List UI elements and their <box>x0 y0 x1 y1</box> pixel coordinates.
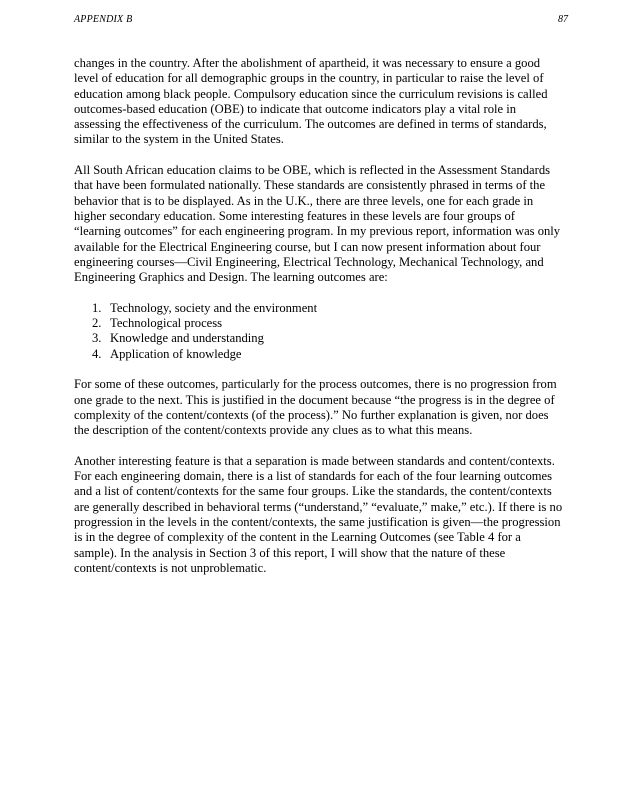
list-item-text: Application of knowledge <box>110 346 242 361</box>
list-item-number: 4. <box>92 346 102 361</box>
paragraph: Another interesting feature is that a separation is made between standards and content/contexts. For each engineering domain, there is a list of standards for each of the four learning outcomes and a list of content/contexts for the same four groups. Like the standards, the content/contexts are generally described in behavioral terms (“understand,” “evaluate,” make,” etc.). If there is no progression in the levels in the content/contexts, the same justification is given—the progression is in the degree of complexity of the content in the Learning Outcomes (see Table 4 for a sample). In the analysis in Section 3 of this report, I will show that the nature of these content/contexts is not unproblematic. <box>74 453 563 575</box>
paragraph: changes in the country. After the abolishment of apartheid, it was necessary to ensure a good level of education for all demographic groups in the country, in particular to raise the level of education among black people. Compulsory education since the curriculum revisions is called outcomes-based education (OBE) to indicate that outcome indicators play a vital role in assessing the effectiveness of the curriculum. The outcomes are defined in terms of standards, similar to the system in the United States. <box>74 56 548 147</box>
list-item <box>74 347 564 362</box>
list-item-number: 3. <box>92 331 102 346</box>
list-item-number: 2. <box>92 316 102 331</box>
running-header-section: APPENDIX B <box>74 14 133 25</box>
list-item-number: 1. <box>92 300 102 315</box>
list-item <box>74 301 564 316</box>
list-item <box>74 316 564 331</box>
body-text <box>74 56 564 591</box>
list-item-text: Technological process <box>110 316 223 331</box>
list-item-text: Knowledge and understanding <box>110 331 264 346</box>
paragraph: All South African education claims to be OBE, which is reflected in the Assessment Standards that have been formulated nationally. These standards are consistently phrased in terms of the behavior that is to be displayed. As in the U.K., there are three levels, one for each grade in higher secondary education. Some interesting features in these levels are four groups of “learning outcomes” for each engineering program. In my previous report, information was only available for the Electrical Engineering course, but I can now present information about four engineering courses—Civil Engineering, Electrical Technology, Mechanical Technology, and Engineering Graphics and Design. The learning outcomes are: <box>74 163 561 285</box>
list-item-text: Technology, society and the environment <box>110 300 318 315</box>
learning-outcomes-list <box>74 301 564 362</box>
paragraph: For some of these outcomes, particularly for the process outcomes, there is no progression from one grade to the next. This is justified in the document because “the progress is in the degree of complexity of the content/contexts (of the process).” No further explanation is given, nor does the description of the content/contexts provide any clues as to what this means. <box>74 377 557 438</box>
list-item <box>74 331 564 346</box>
page-number: 87 <box>558 14 568 25</box>
